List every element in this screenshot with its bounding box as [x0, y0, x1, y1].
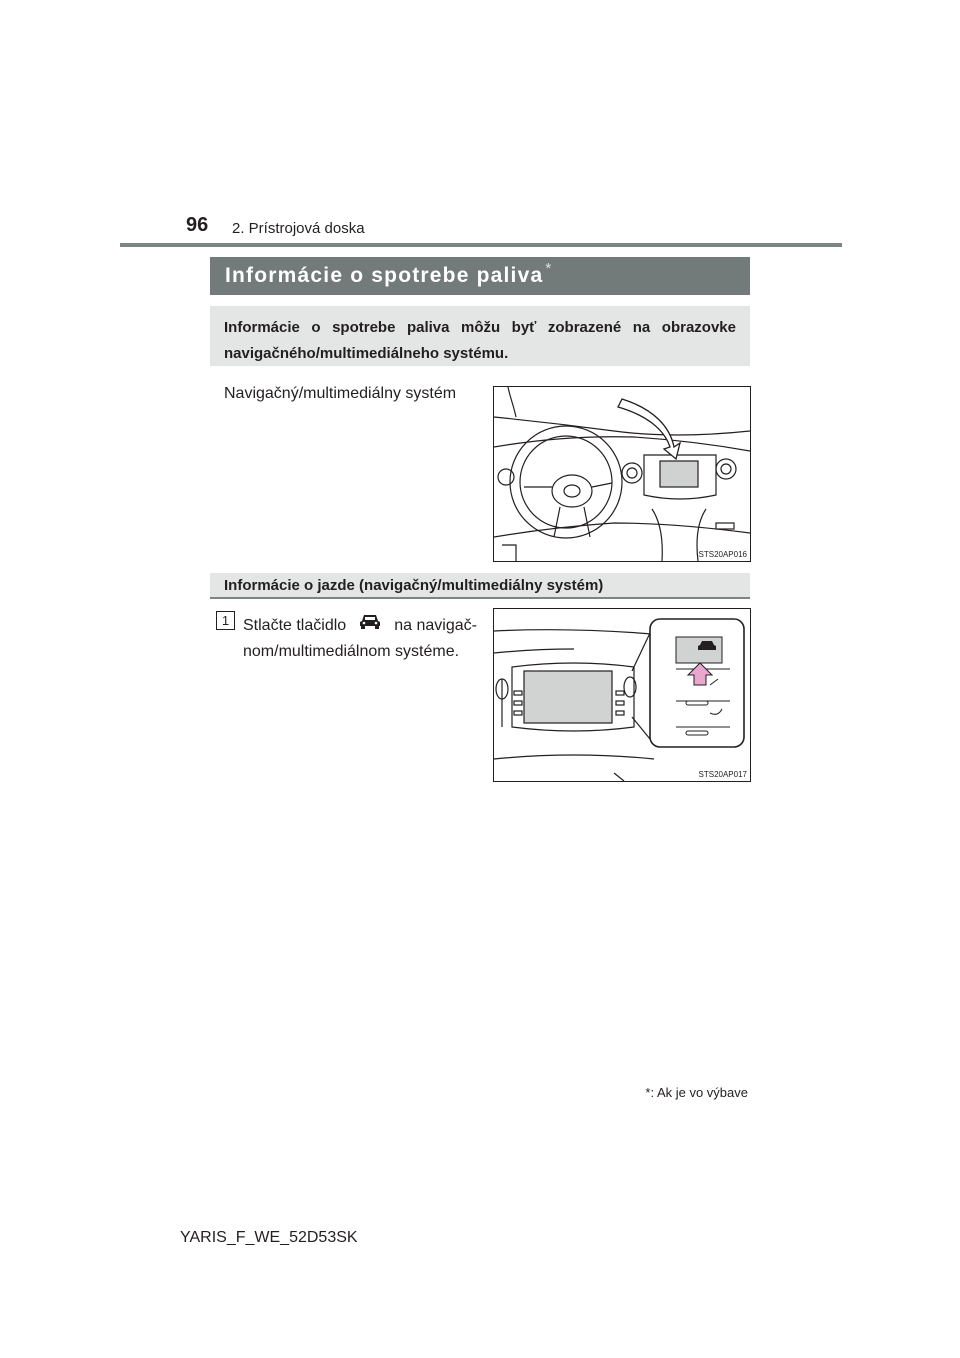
sub-heading: Informácie o jazde (navigačný/multimediálny systém) [210, 573, 750, 599]
navigation-unit-illustration [494, 609, 750, 781]
figure-code: STS20AP017 [698, 770, 747, 779]
optional-marker-icon: * [545, 260, 552, 277]
main-title-bar [210, 257, 750, 295]
intro-box: Informácie o spotrebe paliva môžu byť zobrazené na obrazovke navigačného/multimediálneho systému. [210, 306, 750, 366]
dashboard-figure [493, 386, 751, 562]
navigation-unit-figure [493, 608, 751, 782]
step-text-line2: nom/multimediálnom systéme. [243, 643, 460, 660]
footnote-marker-icon: * [645, 1085, 651, 1100]
document-code: YARIS_F_WE_52D53SK [180, 1229, 358, 1246]
step-number: 1 [216, 611, 235, 630]
step-text-after: na navigač- [394, 616, 477, 634]
section-title: 2. Prístrojová doska [232, 220, 365, 237]
header-rule [120, 243, 842, 247]
step-instruction [243, 612, 477, 665]
footnote-text: : Ak je vo výbave [650, 1085, 748, 1100]
figure-code: STS20AP016 [698, 550, 747, 559]
car-button-icon [358, 612, 382, 639]
footnote [645, 1085, 748, 1100]
nav-caption: Navigačný/multimediálny systém [224, 385, 457, 402]
main-title: Informácie o spotrebe paliva [225, 264, 544, 287]
page-number: 96 [186, 214, 209, 236]
dashboard-illustration [494, 387, 750, 561]
step-text-before: Stlačte tlačidlo [243, 616, 347, 634]
